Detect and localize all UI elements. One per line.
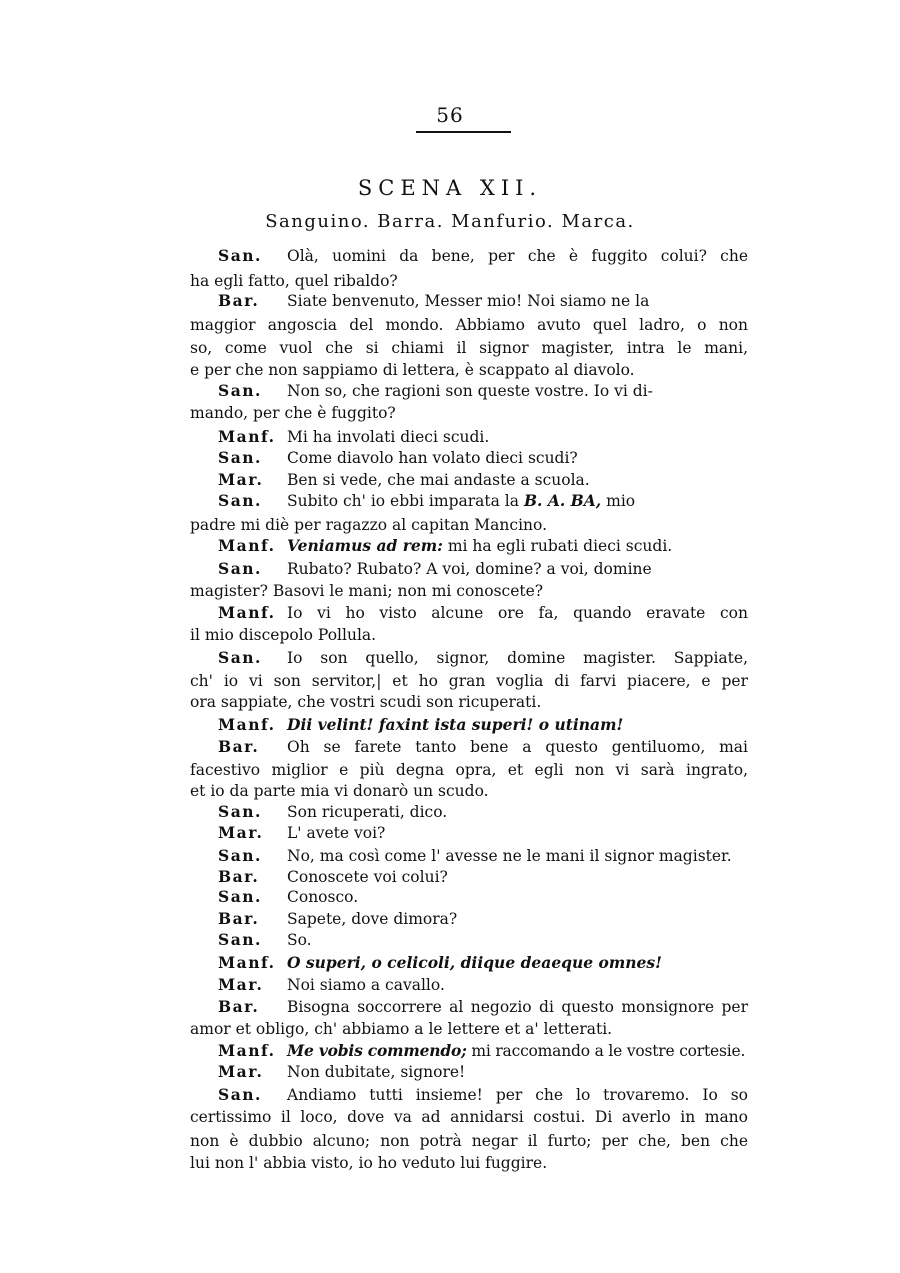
speech-line [0, 801, 900, 823]
roman-text: ora sappiate, che vostri scudi son ricuperati. [190, 693, 542, 711]
speaker-label: San. [218, 887, 262, 906]
continuation-line [0, 402, 900, 424]
continuation-line [0, 759, 900, 781]
line-text [287, 1061, 465, 1083]
line-text [190, 580, 543, 602]
line-text [287, 929, 312, 951]
line-text [287, 535, 672, 557]
speaker-label: San. [218, 448, 262, 467]
line-text [190, 514, 547, 536]
roman-text: padre mi diè per ragazzo al capitan Mancino. [190, 516, 547, 534]
speaker-label: Manf. [218, 1041, 276, 1060]
speech-line [0, 426, 900, 448]
line-text [190, 270, 398, 292]
speaker-label: Mar. [218, 823, 264, 842]
roman-text: So. [287, 931, 312, 949]
speech-line [0, 952, 900, 974]
speech-line [0, 1061, 900, 1083]
speaker-label: San. [218, 1085, 262, 1104]
continuation-line [0, 337, 900, 359]
speaker-label: Bar. [218, 867, 260, 886]
line-text [287, 558, 652, 580]
roman-text: Son ricuperati, dico. [287, 803, 448, 821]
roman-text: Non so, che ragioni son queste vostre. Io vi di- [287, 382, 653, 400]
line-text [287, 974, 445, 996]
roman-text: L' avete voi? [287, 824, 386, 842]
roman-text: No, ma così come l' avesse ne le mani il signor magister. [287, 847, 732, 865]
speech-line [0, 908, 900, 930]
roman-text: certissimo il loco, dove va ad annidarsi costui. Di averlo in mano [190, 1108, 748, 1126]
speech-line [0, 1084, 900, 1106]
speech-line [0, 535, 900, 557]
line-text [287, 469, 590, 491]
line-text [190, 1106, 748, 1128]
line-text [287, 1040, 745, 1062]
line-text [287, 447, 578, 469]
roman-text: Conoscete voi colui? [287, 868, 448, 886]
speaker-label: Manf. [218, 715, 276, 734]
cast-list: Sanguino. Barra. Manfurio. Marca. [265, 211, 635, 232]
latin-italic-text: Veniamus ad rem: [287, 536, 443, 555]
line-text [287, 426, 489, 448]
line-text [287, 845, 732, 867]
line-text [287, 490, 635, 512]
speaker-label: Bar. [218, 997, 260, 1016]
line-text [287, 602, 748, 624]
speaker-label: San. [218, 846, 262, 865]
roman-text: Olà, uomini da bene, per che è fuggito colui? che [287, 247, 748, 265]
page-number-rule [416, 131, 511, 133]
roman-text-after: mio [606, 492, 636, 510]
speaker-label: San. [218, 491, 262, 510]
roman-text: et io da parte mia vi donarò un scudo. [190, 782, 489, 800]
line-text [287, 736, 748, 758]
roman-text-after: mi ha egli rubati dieci scudi. [447, 537, 673, 555]
speaker-label: Mar. [218, 470, 264, 489]
line-text [190, 759, 748, 781]
line-text [190, 1018, 612, 1040]
speech-line [0, 290, 900, 312]
speaker-label: San. [218, 802, 262, 821]
speech-line [0, 736, 900, 758]
roman-text: Sapete, dove dimora? [287, 910, 458, 928]
roman-text: il mio discepolo Pollula. [190, 626, 377, 644]
line-text [287, 380, 653, 402]
line-text [190, 780, 489, 802]
latin-italic-text: B. A. BA, [523, 491, 602, 510]
speaker-label: San. [218, 559, 262, 578]
speech-line [0, 447, 900, 469]
line-text [190, 1130, 748, 1152]
line-text [287, 908, 457, 930]
speech-line [0, 886, 900, 908]
speaker-label: Manf. [218, 603, 276, 622]
line-text [190, 337, 748, 359]
speaker-label: Bar. [218, 909, 260, 928]
roman-text: Noi siamo a cavallo. [287, 976, 445, 994]
roman-text: ha egli fatto, quel ribaldo? [190, 272, 398, 290]
continuation-line [0, 314, 900, 336]
line-text [190, 624, 376, 646]
roman-text: Io vi ho visto alcune ore fa, quando eravate con [287, 604, 748, 622]
line-text [287, 290, 649, 312]
speech-line [0, 380, 900, 402]
continuation-line [0, 624, 900, 646]
roman-text: Non dubitate, signore! [287, 1063, 466, 1081]
speaker-label: Bar. [218, 291, 260, 310]
roman-text: Ben si vede, che mai andaste a scuola. [287, 471, 590, 489]
roman-text: Rubato? Rubato? A voi, domine? a voi, domine [287, 560, 652, 578]
roman-text: facestivo miglior e più degna opra, et egli non vi sarà ingrato, [190, 761, 748, 779]
roman-text: Siate benvenuto, Messer mio! Noi siamo ne la [287, 292, 650, 310]
line-text [287, 866, 448, 888]
continuation-line [0, 270, 900, 292]
speech-line [0, 822, 900, 844]
continuation-line [0, 580, 900, 602]
line-text [190, 314, 748, 336]
line-text [287, 647, 748, 669]
line-text [287, 996, 748, 1018]
speaker-label: Manf. [218, 953, 276, 972]
speech-line [0, 1040, 900, 1062]
speaker-label: Mar. [218, 975, 264, 994]
speech-line [0, 845, 900, 867]
speech-line [0, 245, 900, 267]
line-text [287, 952, 662, 974]
roman-text: Mi ha involati dieci scudi. [287, 428, 490, 446]
scene-title: SCENA XII. [357, 176, 543, 200]
roman-text: Io son quello, signor, domine magister. Sappiate, [287, 649, 748, 667]
speech-line [0, 996, 900, 1018]
continuation-line [0, 1018, 900, 1040]
line-text [287, 714, 623, 736]
roman-text: e per che non sappiamo di lettera, è scappato al diavolo. [190, 361, 635, 379]
speech-line [0, 974, 900, 996]
roman-text: lui non l' abbia visto, io ho veduto lui fuggire. [190, 1154, 548, 1172]
speaker-label: Bar. [218, 737, 260, 756]
roman-text: magister? Basovi le mani; non mi conoscete? [190, 582, 544, 600]
continuation-line [0, 1106, 900, 1128]
speaker-label: San. [218, 930, 262, 949]
speech-line [0, 714, 900, 736]
line-text [190, 670, 748, 692]
page-number: 56 [436, 103, 464, 127]
speaker-label: San. [218, 648, 262, 667]
roman-text: maggior angoscia del mondo. Abbiamo avuto quel ladro, o non [190, 316, 748, 334]
continuation-line [0, 1152, 900, 1174]
speech-line [0, 929, 900, 951]
line-text [287, 245, 748, 267]
speaker-label: Manf. [218, 427, 276, 446]
roman-text: Conosco. [287, 888, 359, 906]
line-text [287, 1084, 748, 1106]
line-text [190, 691, 541, 713]
continuation-line [0, 780, 900, 802]
line-text [190, 402, 396, 424]
latin-italic-text: Dii velint! faxint ista superi! o utinam! [287, 715, 624, 734]
speaker-label: San. [218, 381, 262, 400]
continuation-line [0, 514, 900, 536]
continuation-line [0, 670, 900, 692]
line-text [190, 359, 635, 381]
roman-text: Come diavolo han volato dieci scudi? [287, 449, 578, 467]
roman-text: Andiamo tutti insieme! per che lo trovaremo. Io so [287, 1086, 748, 1104]
roman-text: ch' io vi son servitor,| et ho gran voglia di farvi piacere, e per [190, 672, 748, 690]
roman-text: Oh se farete tanto bene a questo gentiluomo, mai [287, 738, 748, 756]
continuation-line [0, 359, 900, 381]
continuation-line [0, 691, 900, 713]
speech-line [0, 866, 900, 888]
roman-text: amor et obligo, ch' abbiamo a le lettere et a' letterati. [190, 1020, 613, 1038]
roman-text-after: mi raccomando a le vostre cortesie. [471, 1042, 746, 1060]
latin-italic-text: Me vobis commendo; [287, 1041, 467, 1060]
speaker-label: San. [218, 246, 262, 265]
roman-text: Bisogna soccorrere al negozio di questo monsignore per [287, 998, 748, 1016]
speech-line [0, 490, 900, 512]
speaker-label: Mar. [218, 1062, 264, 1081]
line-text [287, 822, 385, 844]
latin-italic-text: O superi, o celicoli, diique deaeque omnes! [287, 953, 662, 972]
speech-line [0, 602, 900, 624]
line-text [287, 886, 358, 908]
roman-text: non è dubbio alcuno; non potrà negar il furto; per che, ben che [190, 1132, 748, 1150]
line-text [287, 801, 447, 823]
speaker-label: Manf. [218, 536, 276, 555]
roman-text: mando, per che è fuggito? [190, 404, 396, 422]
speech-line [0, 558, 900, 580]
roman-text: so, come vuol che si chiami il signor magister, intra le mani, [190, 339, 748, 357]
speech-line [0, 647, 900, 669]
speech-line [0, 469, 900, 491]
line-text [190, 1152, 547, 1174]
continuation-line [0, 1130, 900, 1152]
roman-text: Subito ch' io ebbi imparata la [287, 492, 520, 510]
